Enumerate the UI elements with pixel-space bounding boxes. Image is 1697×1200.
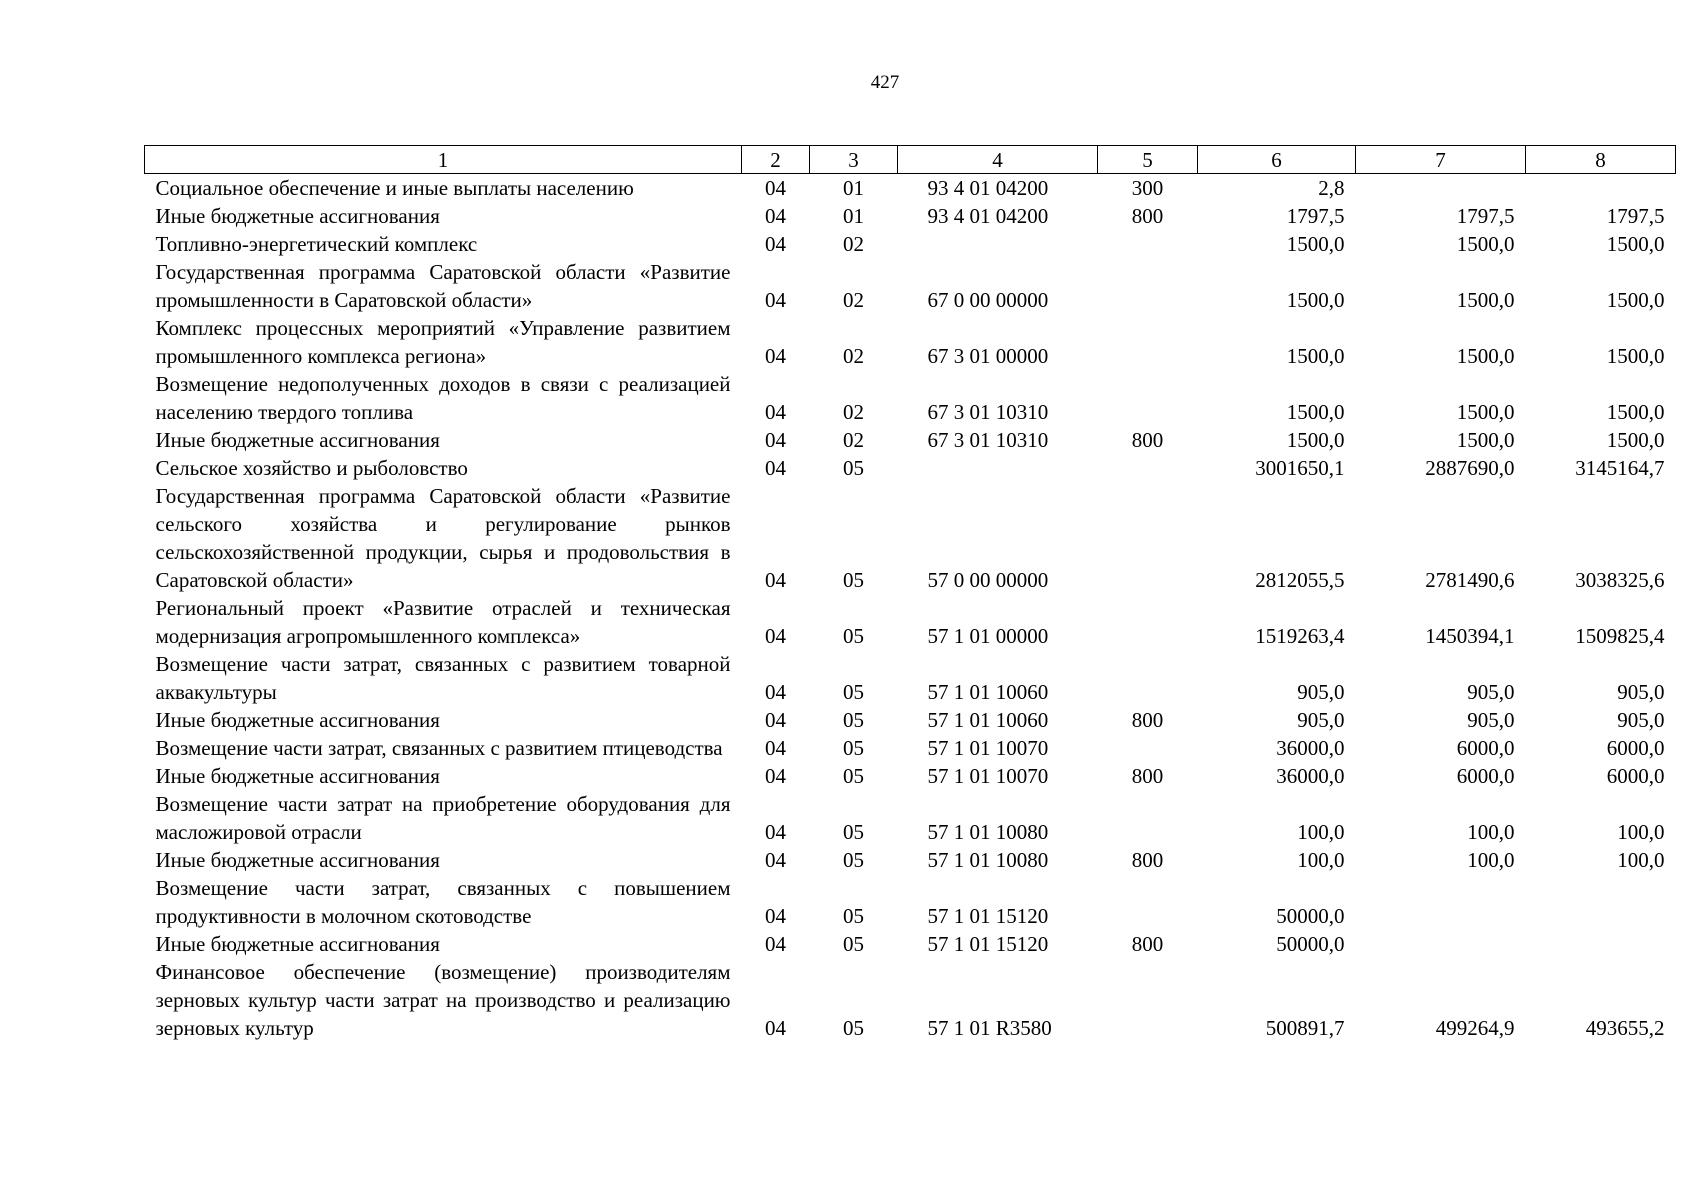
target-article-cell: 67 3 01 10310 <box>927 400 1049 424</box>
section-code-cell: 04 <box>765 568 786 592</box>
amount-col6-cell: 100,0 <box>1297 820 1345 844</box>
amount-col6-cell: 2,8 <box>1318 176 1345 200</box>
amount-col7-cell: 1450394,1 <box>1425 624 1515 648</box>
item-name-cell: Иные бюджетные ассигнования <box>155 932 440 956</box>
item-name-cell: Государственная программа Саратовской области «Развитие промышленности в Саратовской области» <box>155 260 731 312</box>
amount-col7-cell: 1797,5 <box>1456 204 1515 228</box>
header-cell: 3 <box>810 146 898 174</box>
amount-col6-cell: 905,0 <box>1297 708 1345 732</box>
table-row <box>145 706 1676 734</box>
subsection-code-cell: 01 <box>843 204 864 228</box>
amount-col7-cell: 6000,0 <box>1456 764 1515 788</box>
subsection-code-cell: 02 <box>843 400 864 424</box>
target-article-cell: 57 1 01 10070 <box>927 736 1049 760</box>
item-name-cell: Иные бюджетные ассигнования <box>155 204 440 228</box>
expense-type-cell: 800 <box>1131 708 1164 732</box>
target-article-cell: 67 3 01 00000 <box>927 344 1049 368</box>
amount-col7-cell: 499264,9 <box>1435 1016 1515 1040</box>
amount-col6-cell: 3001650,1 <box>1255 456 1345 480</box>
table-row <box>145 734 1676 762</box>
subsection-code-cell: 05 <box>843 456 864 480</box>
amount-col6-cell: 1500,0 <box>1286 232 1345 256</box>
amount-col7-cell: 2781490,6 <box>1425 568 1515 592</box>
target-article-cell <box>898 230 1098 258</box>
amount-col7-cell: 905,0 <box>1467 708 1515 732</box>
header-cell: 6 <box>1198 146 1356 174</box>
expense-type-cell: 800 <box>1131 848 1164 872</box>
item-name-cell: Комплекс процессных мероприятий «Управление развитием промышленного комплекса региона» <box>155 316 731 368</box>
amount-col8-cell: 1500,0 <box>1606 288 1665 312</box>
header-cell: 2 <box>742 146 810 174</box>
item-name-cell: Возмещение части затрат, связанных с развитием птицеводства <box>155 736 723 760</box>
subsection-code-cell: 02 <box>843 428 864 452</box>
amount-col8-cell: 905,0 <box>1617 708 1665 732</box>
target-article-cell: 57 1 01 00000 <box>927 624 1049 648</box>
expense-type-cell <box>1098 482 1198 594</box>
item-name-cell: Иные бюджетные ассигнования <box>155 708 440 732</box>
amount-col7-cell: 6000,0 <box>1456 736 1515 760</box>
item-name-cell: Возмещение части затрат, связанных с развитием товарной аквакультуры <box>155 652 731 704</box>
table-row <box>145 174 1676 203</box>
subsection-code-cell: 05 <box>843 736 864 760</box>
section-code-cell: 04 <box>765 1016 786 1040</box>
header-cell: 8 <box>1526 146 1676 174</box>
amount-col6-cell: 1500,0 <box>1286 428 1345 452</box>
expense-type-cell <box>1098 314 1198 370</box>
amount-col7-cell <box>1356 174 1526 203</box>
amount-col8-cell <box>1526 930 1676 958</box>
target-article-cell: 57 1 01 10070 <box>927 764 1049 788</box>
amount-col8-cell: 3038325,6 <box>1575 568 1665 592</box>
table-row <box>145 426 1676 454</box>
table-header <box>145 146 1676 174</box>
table-row <box>145 874 1676 930</box>
expense-type-cell <box>1098 230 1198 258</box>
amount-col8-cell: 1500,0 <box>1606 344 1665 368</box>
amount-col8-cell: 3145164,7 <box>1575 456 1665 480</box>
table-row <box>145 790 1676 846</box>
table-row <box>145 482 1676 594</box>
item-name-cell: Топливно-энергетический комплекс <box>155 232 478 256</box>
item-name-cell: Иные бюджетные ассигнования <box>155 428 440 452</box>
section-code-cell: 04 <box>765 848 786 872</box>
budget-table <box>144 145 1676 1042</box>
subsection-code-cell: 05 <box>843 568 864 592</box>
table-row <box>145 202 1676 230</box>
amount-col6-cell: 2812055,5 <box>1255 568 1345 592</box>
section-code-cell: 04 <box>765 904 786 928</box>
amount-col7-cell: 100,0 <box>1467 820 1515 844</box>
section-code-cell: 04 <box>765 176 786 200</box>
table-row <box>145 230 1676 258</box>
table-row <box>145 650 1676 706</box>
subsection-code-cell: 01 <box>843 176 864 200</box>
amount-col7-cell: 1500,0 <box>1456 232 1515 256</box>
amount-col7-cell: 1500,0 <box>1456 288 1515 312</box>
amount-col7-cell: 2887690,0 <box>1425 456 1515 480</box>
amount-col7-cell: 1500,0 <box>1456 400 1515 424</box>
table-row <box>145 258 1676 314</box>
amount-col6-cell: 36000,0 <box>1276 736 1345 760</box>
header-cell: 5 <box>1098 146 1198 174</box>
target-article-cell: 57 1 01 10080 <box>927 820 1049 844</box>
section-code-cell: 04 <box>765 820 786 844</box>
section-code-cell: 04 <box>765 624 786 648</box>
subsection-code-cell: 05 <box>843 848 864 872</box>
header-cell: 7 <box>1356 146 1526 174</box>
amount-col8-cell <box>1526 874 1676 930</box>
item-name-cell: Сельское хозяйство и рыболовство <box>155 456 468 480</box>
amount-col6-cell: 905,0 <box>1297 680 1345 704</box>
amount-col7-cell: 905,0 <box>1467 680 1515 704</box>
item-name-cell: Государственная программа Саратовской области «Развитие сельского хозяйства и регулирование рынков сельскохозяйственной продукции, сырья и продовольствия в Саратовской области» <box>155 484 731 592</box>
item-name-cell: Иные бюджетные ассигнования <box>155 848 440 872</box>
target-article-cell: 93 4 01 04200 <box>927 176 1049 200</box>
table-row <box>145 762 1676 790</box>
expense-type-cell: 800 <box>1131 204 1164 228</box>
target-article-cell: 67 3 01 10310 <box>927 428 1049 452</box>
item-name-cell: Возмещение части затрат на приобретение оборудования для масложировой отрасли <box>155 792 731 844</box>
amount-col8-cell <box>1526 174 1676 203</box>
item-name-cell: Иные бюджетные ассигнования <box>155 764 440 788</box>
amount-col6-cell: 1500,0 <box>1286 288 1345 312</box>
table-row <box>145 314 1676 370</box>
section-code-cell: 04 <box>765 708 786 732</box>
expense-type-cell <box>1098 454 1198 482</box>
table-row <box>145 846 1676 874</box>
section-code-cell: 04 <box>765 764 786 788</box>
subsection-code-cell: 02 <box>843 232 864 256</box>
target-article-cell: 57 1 01 10080 <box>927 848 1049 872</box>
expense-type-cell: 800 <box>1131 932 1164 956</box>
table-row <box>145 370 1676 426</box>
section-code-cell: 04 <box>765 736 786 760</box>
amount-col8-cell: 1797,5 <box>1606 204 1665 228</box>
amount-col8-cell: 100,0 <box>1617 820 1665 844</box>
expense-type-cell <box>1098 734 1198 762</box>
amount-col8-cell: 100,0 <box>1617 848 1665 872</box>
amount-col7-cell: 100,0 <box>1467 848 1515 872</box>
amount-col7-cell <box>1356 874 1526 930</box>
expense-type-cell <box>1098 790 1198 846</box>
subsection-code-cell: 05 <box>843 820 864 844</box>
amount-col8-cell: 6000,0 <box>1606 764 1665 788</box>
target-article-cell: 57 1 01 15120 <box>927 932 1049 956</box>
amount-col6-cell: 1500,0 <box>1286 344 1345 368</box>
amount-col8-cell: 905,0 <box>1617 680 1665 704</box>
target-article-cell: 67 0 00 00000 <box>927 288 1049 312</box>
subsection-code-cell: 02 <box>843 344 864 368</box>
subsection-code-cell: 05 <box>843 1016 864 1040</box>
expense-type-cell: 800 <box>1131 764 1164 788</box>
subsection-code-cell: 02 <box>843 288 864 312</box>
target-article-cell: 57 0 00 00000 <box>927 568 1049 592</box>
page-number: 427 <box>870 72 900 93</box>
item-name-cell: Возмещение части затрат, связанных с повышением продуктивности в молочном скотоводстве <box>155 876 731 928</box>
expense-type-cell: 300 <box>1131 176 1164 200</box>
expense-type-cell: 800 <box>1131 428 1164 452</box>
section-code-cell: 04 <box>765 456 786 480</box>
section-code-cell: 04 <box>765 344 786 368</box>
table-row <box>145 454 1676 482</box>
target-article-cell: 57 1 01 10060 <box>927 680 1049 704</box>
section-code-cell: 04 <box>765 232 786 256</box>
item-name-cell: Социальное обеспечение и иные выплаты населению <box>155 176 634 200</box>
expense-type-cell <box>1098 874 1198 930</box>
amount-col8-cell: 1509825,4 <box>1575 624 1665 648</box>
amount-col8-cell: 1500,0 <box>1606 428 1665 452</box>
item-name-cell: Возмещение недополученных доходов в связи с реализацией населению твердого топлива <box>155 372 731 424</box>
amount-col7-cell: 1500,0 <box>1456 428 1515 452</box>
amount-col8-cell: 493655,2 <box>1585 1016 1665 1040</box>
table-row <box>145 594 1676 650</box>
target-article-cell: 93 4 01 04200 <box>927 204 1049 228</box>
subsection-code-cell: 05 <box>843 708 864 732</box>
subsection-code-cell: 05 <box>843 904 864 928</box>
amount-col7-cell: 1500,0 <box>1456 344 1515 368</box>
target-article-cell <box>898 454 1098 482</box>
amount-col6-cell: 1797,5 <box>1286 204 1345 228</box>
amount-col8-cell: 1500,0 <box>1606 232 1665 256</box>
amount-col6-cell: 50000,0 <box>1276 904 1345 928</box>
amount-col6-cell: 36000,0 <box>1276 764 1345 788</box>
header-cell: 4 <box>898 146 1098 174</box>
amount-col6-cell: 1519263,4 <box>1255 624 1345 648</box>
amount-col7-cell <box>1356 930 1526 958</box>
section-code-cell: 04 <box>765 204 786 228</box>
subsection-code-cell: 05 <box>843 764 864 788</box>
section-code-cell: 04 <box>765 680 786 704</box>
target-article-cell: 57 1 01 R3580 <box>927 1016 1052 1040</box>
subsection-code-cell: 05 <box>843 680 864 704</box>
header-row <box>145 146 1676 174</box>
target-article-cell: 57 1 01 15120 <box>927 904 1049 928</box>
expense-type-cell <box>1098 958 1198 1042</box>
section-code-cell: 04 <box>765 428 786 452</box>
amount-col6-cell: 100,0 <box>1297 848 1345 872</box>
expense-type-cell <box>1098 258 1198 314</box>
target-article-cell: 57 1 01 10060 <box>927 708 1049 732</box>
subsection-code-cell: 05 <box>843 932 864 956</box>
item-name-cell: Финансовое обеспечение (возмещение) производителям зерновых культур части затрат на производство и реализацию зерновых культур <box>155 960 731 1040</box>
section-code-cell: 04 <box>765 400 786 424</box>
amount-col6-cell: 50000,0 <box>1276 932 1345 956</box>
item-name-cell: Региональный проект «Развитие отраслей и техническая модернизация агропромышленного комплекса» <box>155 596 731 648</box>
amount-col8-cell: 6000,0 <box>1606 736 1665 760</box>
section-code-cell: 04 <box>765 932 786 956</box>
subsection-code-cell: 05 <box>843 624 864 648</box>
amount-col6-cell: 1500,0 <box>1286 400 1345 424</box>
amount-col8-cell: 1500,0 <box>1606 400 1665 424</box>
table-body <box>145 174 1676 1043</box>
expense-type-cell <box>1098 370 1198 426</box>
table-row <box>145 958 1676 1042</box>
header-cell: 1 <box>145 146 742 174</box>
section-code-cell: 04 <box>765 288 786 312</box>
amount-col6-cell: 500891,7 <box>1265 1016 1345 1040</box>
expense-type-cell <box>1098 594 1198 650</box>
expense-type-cell <box>1098 650 1198 706</box>
table-row <box>145 930 1676 958</box>
